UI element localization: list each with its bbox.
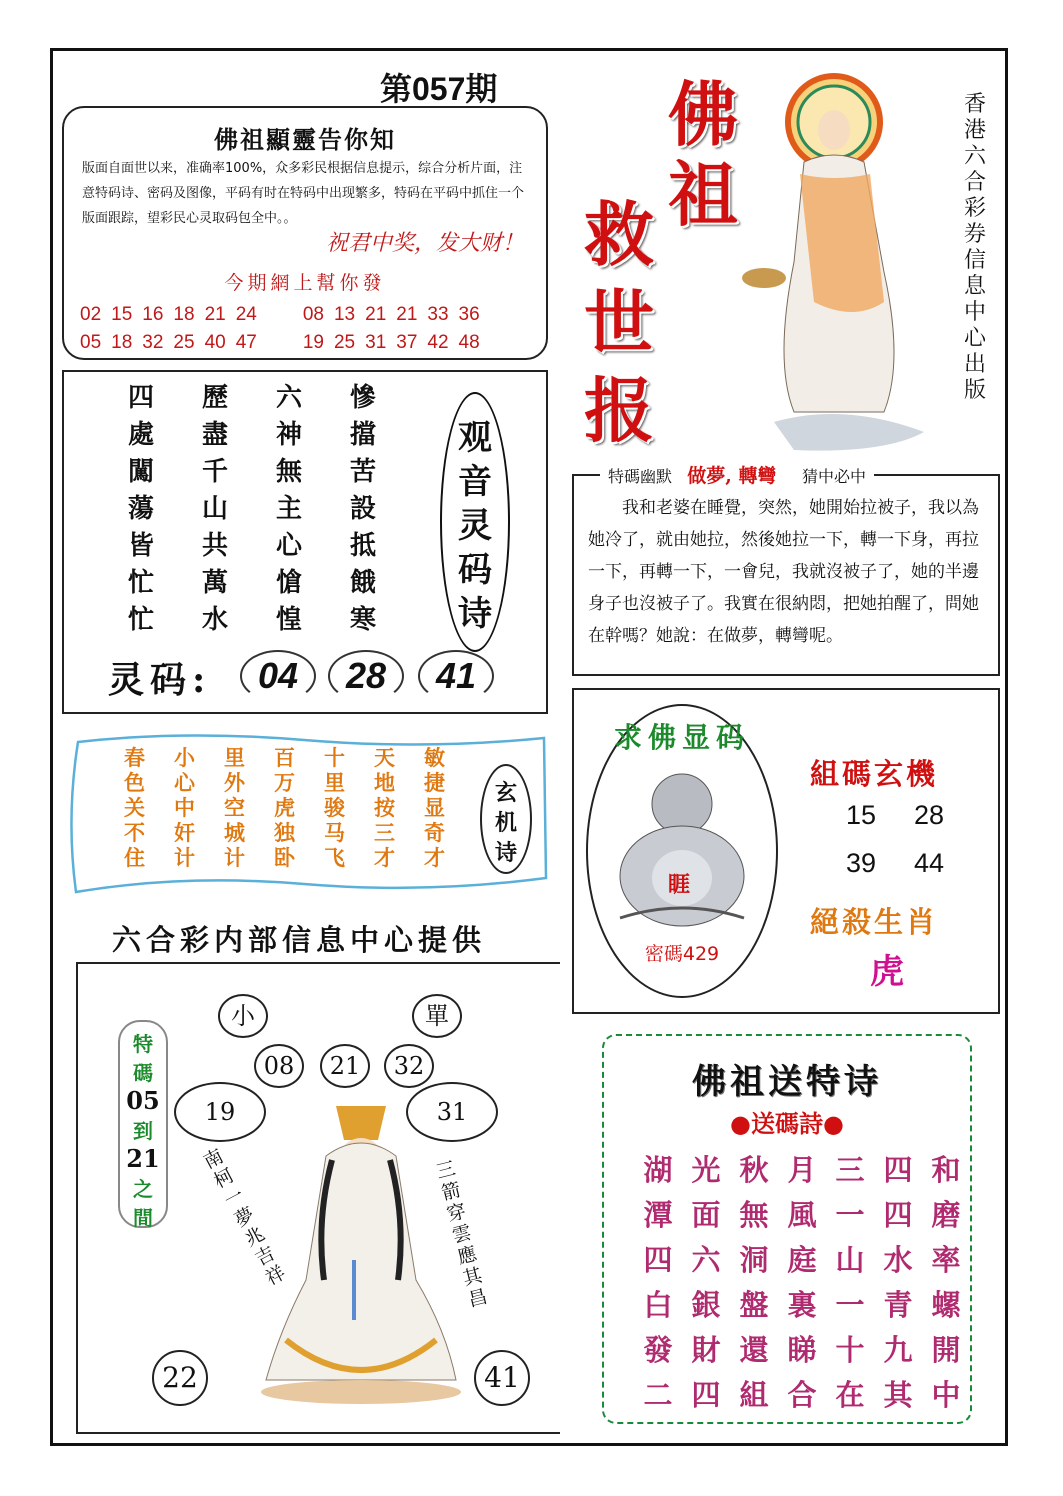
guanyin-poem-label [442, 416, 508, 636]
lingma-label: 灵码: [108, 659, 212, 701]
special-poem-char: 青 [883, 1288, 913, 1322]
row1-number: 21 [396, 304, 418, 325]
special-poem-char: 十 [835, 1333, 865, 1367]
special-poem-char: 無 [739, 1198, 769, 1232]
special-poem-char: 月 [787, 1153, 817, 1187]
guanyin-poem-char: 六 [276, 383, 303, 413]
provider-line: 六合彩内部信息中心提供 [112, 923, 487, 957]
xuanji-poem-char: 百 [274, 745, 295, 770]
row2-number: 25 [333, 332, 356, 353]
row2-number: 18 [111, 332, 133, 353]
special-poem-char: 一 [835, 1288, 865, 1322]
row1-number: 21 [204, 304, 226, 325]
special-poem-char: 潭 [643, 1198, 673, 1232]
title-char-3: 救 [584, 193, 654, 276]
special-poem-char: 九 [883, 1333, 913, 1367]
humor-text: 我和老婆在睡覺，突然，她開始拉被子，我以為她冷了，就由她拉，然後她拉一下，轉一下身，再拉一下，再轉一下，一會兒，我就沒被子了，她的半邊身子也沒被子了。我實在很納悶，把她拍醒了，問她在幹嗎？她說：在做夢，轉彎呢。 [588, 498, 979, 646]
side-num-2: 21 [126, 1144, 160, 1173]
guanyin-poem-char: 萬 [202, 568, 229, 598]
row2-number: 37 [396, 332, 418, 353]
publisher-vertical: 香港六合彩券信息中心出版 [963, 92, 986, 403]
lingma-number-2: 28 [328, 650, 404, 702]
title-char-5: 报 [584, 369, 654, 452]
notice-body: 版面自面世以来，准确率100%，众多彩民根据信息提示，综合分析片面，注意特码诗、密码及图像，平码有时在特码中出现繁多，特码在平码中抓住一个版面跟踪，望彩民心灵取码包全中。。 [82, 161, 525, 226]
combo-number-1: 15 [846, 800, 877, 830]
xuanji-poem-char: 城 [224, 820, 245, 845]
xuanji-poem-char: 小 [174, 745, 195, 770]
number-row-1 [80, 304, 490, 326]
special-poem-char: 面 [691, 1198, 721, 1232]
special-poem-char: 盤 [739, 1288, 769, 1322]
guanyin-poem-char: 皆 [128, 531, 155, 561]
number-row-2 [80, 332, 490, 354]
guanyin-poem-label-char: 观 [458, 418, 492, 458]
xuanji-poem-label-char: 诗 [494, 840, 517, 866]
special-poem-char: 四 [643, 1243, 673, 1277]
bottom-right-number: 41 [474, 1350, 530, 1406]
special-poem-char: 合 [787, 1378, 817, 1412]
special-poem-char: 三 [835, 1153, 865, 1187]
xuanji-poem-char: 捷 [424, 770, 445, 795]
special-poem-char: 白 [643, 1288, 673, 1322]
bottom-left-number: 22 [152, 1350, 208, 1406]
row2-number: 47 [235, 332, 257, 353]
guanyin-poem-char: 餓 [350, 568, 377, 598]
guanyin-poem-char: 擋 [350, 420, 377, 450]
guanyin-seated-illustration [246, 1100, 476, 1410]
guanyin-poem-char: 處 [128, 420, 155, 450]
top-number-2: 21 [320, 1044, 370, 1088]
side-char-5: 間 [133, 1206, 153, 1230]
xuanji-poem-char: 色 [124, 770, 145, 795]
side-char-2: 碼 [133, 1061, 153, 1085]
top-number-3: 32 [384, 1044, 434, 1088]
secret-code: 密碼429 [644, 943, 720, 965]
side-num-1: 05 [126, 1086, 160, 1115]
special-poem-char: 還 [739, 1333, 769, 1367]
combo-number-4: 44 [914, 848, 945, 878]
guanyin-poem-label-char: 音 [458, 462, 492, 502]
row1-number: 18 [173, 304, 195, 325]
side-char-3: 到 [133, 1119, 153, 1143]
xuanji-poem-grid [124, 746, 474, 869]
notice-wish: 祝君中奖，发大财！ [325, 231, 524, 256]
special-poem-char: 裏 [787, 1288, 817, 1322]
xuanji-poem-char: 独 [274, 820, 295, 845]
right-number-oval: 31 [406, 1082, 498, 1142]
xuanji-poem-char: 奇 [424, 820, 445, 845]
row1-number: 15 [111, 304, 133, 325]
xuanji-poem-char: 外 [224, 770, 245, 795]
special-poem-char: 秋 [739, 1153, 769, 1187]
xuanji-poem-char: 天 [374, 745, 395, 770]
special-poem-char: 湖 [643, 1153, 673, 1187]
xuanji-poem-char: 计 [224, 845, 245, 870]
guanyin-poem-char: 忙 [128, 605, 155, 635]
special-poem-grid [634, 1154, 970, 1411]
guanyin-poem-char: 忙 [128, 568, 155, 598]
xuanji-poem-char: 骏 [324, 795, 345, 820]
humor-box [572, 465, 1000, 676]
special-poem-char: 其 [883, 1378, 913, 1412]
row1-number: 16 [142, 304, 164, 325]
left-verse: 南柯一夢兆吉祥 [200, 1145, 290, 1290]
row2-number: 40 [204, 332, 226, 353]
lingma-number-1: 04 [240, 650, 316, 702]
special-poem-box [602, 1034, 972, 1424]
xuanji-poem-char: 关 [124, 795, 145, 820]
xuanji-poem-char: 奸 [174, 820, 195, 845]
xuanji-poem-label-char: 机 [494, 810, 517, 836]
row1-number: 02 [80, 304, 102, 325]
xuanji-poem-char: 住 [124, 845, 145, 870]
special-poem-char: 在 [835, 1378, 865, 1412]
special-poem-char: 光 [691, 1153, 721, 1187]
xuanji-poem-char: 显 [424, 795, 445, 820]
special-poem-char: 庭 [787, 1243, 817, 1277]
special-poem-char: 中 [931, 1378, 961, 1412]
guanyin-poem-char: 共 [202, 531, 229, 561]
xuanji-poem-char: 才 [424, 845, 445, 870]
guanyin-poem-char: 神 [276, 420, 303, 450]
special-poem-char: 二 [643, 1378, 673, 1412]
special-poem-char: 開 [931, 1333, 961, 1367]
row1-number: 13 [333, 304, 356, 325]
row1-number: 24 [235, 304, 257, 325]
xuanji-poem-char: 飞 [324, 845, 345, 870]
special-poem-char: 率 [931, 1243, 961, 1277]
humor-header [600, 461, 874, 488]
buddha-caption: 求佛显码 [613, 721, 750, 754]
row1-number: 36 [458, 304, 480, 325]
xuanji-poem-char: 虎 [274, 795, 295, 820]
special-poem-char: 四 [691, 1378, 721, 1412]
xuanji-poem-char: 里 [224, 745, 245, 770]
xuanji-poem-char: 心 [174, 770, 195, 795]
guanyin-standing-illustration [734, 62, 960, 462]
notice-box [62, 106, 548, 360]
buddha-belly-char: 睚 [668, 873, 691, 898]
lingma-number-3: 41 [418, 650, 494, 702]
guanyin-poem-char: 抵 [350, 531, 377, 561]
xuanji-poem-char: 按 [374, 795, 395, 820]
row2-number: 32 [142, 332, 164, 353]
kill-zodiac-value: 虎 [870, 952, 904, 992]
xuanji-poem-char: 马 [324, 820, 345, 845]
guanyin-poem-char: 主 [276, 494, 303, 524]
guanyin-poem-char: 千 [202, 457, 229, 487]
title-char-4: 世 [584, 281, 654, 364]
guanyin-poem-label-char: 码 [458, 550, 492, 590]
special-poem-char: 和 [931, 1153, 961, 1187]
row2-number: 31 [365, 332, 387, 353]
side-char-1: 特 [133, 1032, 153, 1056]
combo-number-3: 39 [846, 848, 877, 878]
row2-number: 19 [302, 332, 324, 353]
special-poem-char: 山 [835, 1243, 865, 1277]
row2-number: 48 [458, 332, 480, 353]
special-poem-subtitle: ●送碼詩● [730, 1109, 844, 1138]
title-char-1: 佛 [668, 73, 738, 156]
kill-zodiac-title: 絕殺生肖 [810, 905, 939, 939]
guanyin-poem-char: 心 [276, 531, 303, 561]
guanyin-poem-char: 寒 [350, 605, 377, 635]
buddha-oval [586, 704, 778, 998]
top-number-1: 08 [254, 1044, 304, 1088]
combo-number-2: 28 [914, 800, 945, 830]
special-poem-char: 洞 [739, 1243, 769, 1277]
left-number-oval: 19 [174, 1082, 266, 1142]
special-poem-char: 四 [883, 1198, 913, 1232]
special-poem-char: 六 [691, 1243, 721, 1277]
guanyin-poem-char: 愴 [276, 568, 303, 598]
notice-subtitle: 今期網上幫你發 [224, 272, 386, 294]
special-poem-char: 財 [691, 1333, 721, 1367]
guanyin-poem-label-oval [440, 392, 510, 652]
right-verse: 三箭穿雲應其昌 [434, 1157, 490, 1312]
special-range-pill [118, 1020, 168, 1228]
lower-section [76, 962, 560, 1434]
xuanji-poem-char: 春 [124, 745, 145, 770]
humor-label: 特碼幽默 [608, 467, 673, 486]
xuanji-poem-char: 才 [374, 845, 395, 870]
xuanji-poem-char: 中 [174, 795, 195, 820]
special-poem-char: 磨 [931, 1198, 961, 1232]
xuanji-poem-char: 万 [274, 770, 295, 795]
guanyin-poem-label-char: 灵 [458, 506, 492, 546]
issue-number: 第057期 [380, 71, 498, 107]
guanyin-poem-char: 設 [350, 494, 377, 524]
row1-number: 33 [427, 304, 449, 325]
xuanji-poem-box [64, 728, 550, 898]
guanyin-poem-char: 闖 [128, 457, 155, 487]
special-poem-char: 一 [835, 1198, 865, 1232]
title-char-2: 祖 [668, 153, 738, 236]
guanyin-poem-char: 惶 [276, 605, 303, 635]
humor-subject: 做夢, 轉彎 [687, 465, 777, 487]
guanyin-poem-grid [128, 384, 424, 635]
single-oval: 單 [412, 994, 462, 1038]
small-oval: 小 [218, 994, 268, 1038]
row2-number: 05 [80, 332, 102, 353]
guanyin-poem-char: 無 [276, 457, 303, 487]
special-poem-char: 發 [643, 1333, 673, 1367]
guanyin-poem-char: 慘 [350, 383, 377, 413]
xuanji-poem-char: 三 [374, 820, 395, 845]
guanyin-poem-char: 水 [202, 605, 229, 635]
xuanji-poem-label [480, 764, 532, 874]
guanyin-poem-char: 蕩 [128, 494, 155, 524]
special-poem-title: 佛祖送特诗 [692, 1062, 882, 1102]
guanyin-poem-label-char: 诗 [458, 594, 492, 634]
xuanji-poem-char: 十 [324, 745, 345, 770]
special-poem-char: 四 [883, 1153, 913, 1187]
special-poem-char: 銀 [691, 1288, 721, 1322]
buddha-box [572, 688, 1000, 1014]
guanyin-poem-box [62, 370, 548, 714]
combo-title: 組碼玄機 [810, 757, 939, 791]
xuanji-poem-char: 里 [324, 770, 345, 795]
xuanji-poem-char: 敏 [424, 745, 445, 770]
side-char-4: 之 [133, 1177, 153, 1201]
guanyin-poem-char: 苦 [350, 457, 377, 487]
row2-number: 42 [427, 332, 449, 353]
xuanji-poem-char: 计 [174, 845, 195, 870]
guanyin-poem-char: 盡 [202, 420, 229, 450]
special-poem-char: 組 [739, 1378, 769, 1412]
laughing-buddha-illustration [612, 768, 752, 928]
humor-hint: 猜中必中 [801, 467, 866, 486]
notice-title: 佛祖顯靈告你知 [214, 125, 396, 154]
special-poem-char: 風 [787, 1198, 817, 1232]
xuanji-poem-char: 卧 [274, 845, 295, 870]
special-poem-char: 睇 [787, 1333, 817, 1367]
row1-number: 08 [302, 304, 324, 325]
special-poem-char: 水 [883, 1243, 913, 1277]
special-poem-char: 螺 [931, 1288, 961, 1322]
xuanji-poem-char: 地 [374, 770, 395, 795]
guanyin-poem-char: 四 [128, 383, 155, 413]
row2-number: 25 [173, 332, 195, 353]
guanyin-poem-char: 山 [202, 494, 229, 524]
row1-number: 21 [365, 304, 387, 325]
xuanji-poem-char: 不 [124, 820, 145, 845]
guanyin-poem-char: 歷 [202, 383, 229, 413]
xuanji-poem-char: 空 [224, 795, 245, 820]
xuanji-poem-label-char: 玄 [494, 780, 517, 806]
